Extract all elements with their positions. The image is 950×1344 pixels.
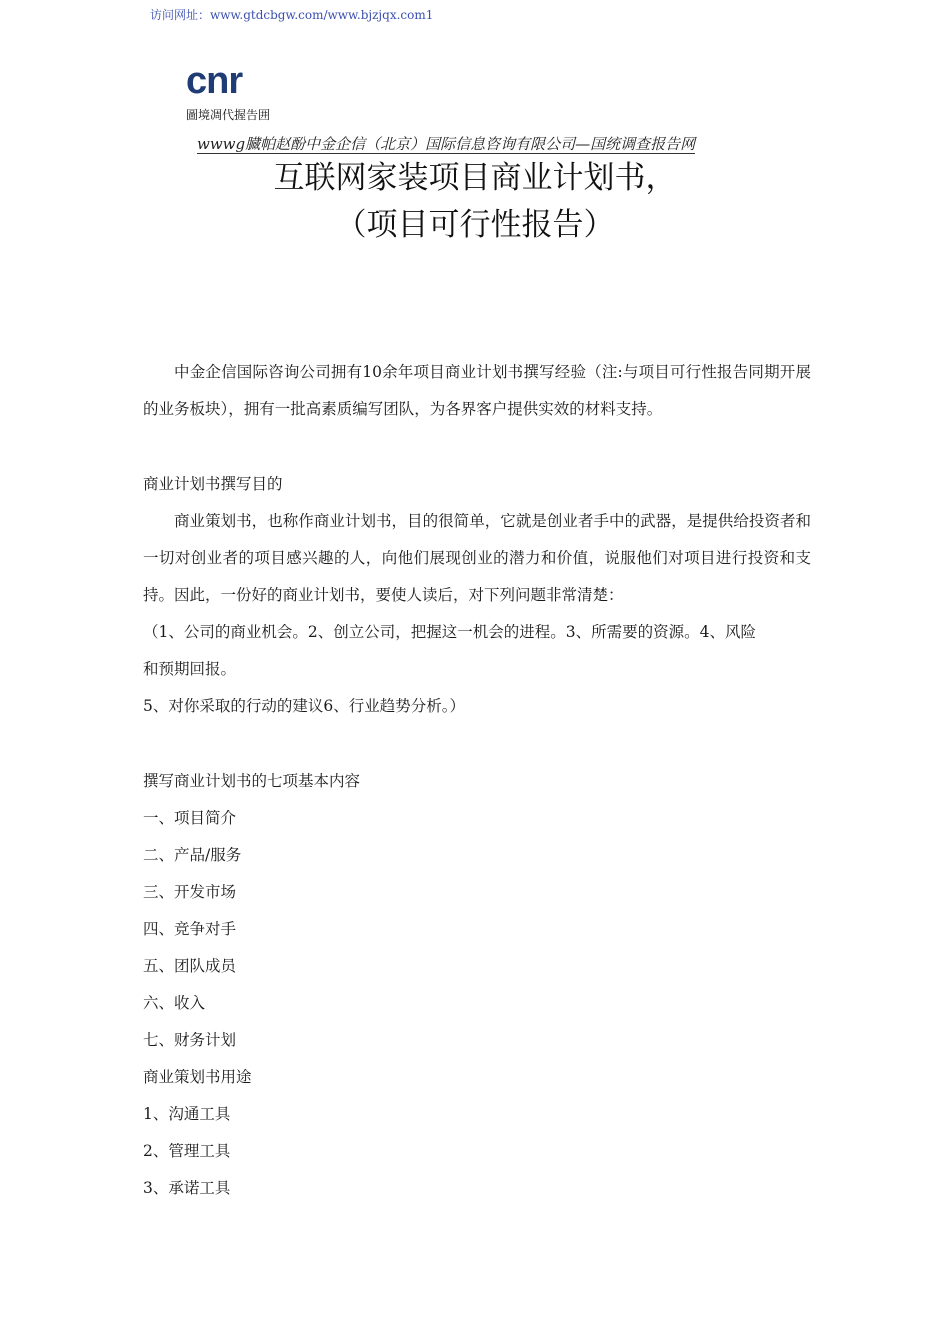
purpose-list-line: 5、对你采取的行动的建议6、行业趋势分析。） xyxy=(143,697,465,715)
contents-item: 七、财务计划 xyxy=(143,1031,237,1049)
uses-item: 2、管理工具 xyxy=(143,1142,231,1160)
contents-item: 一、项目简介 xyxy=(143,809,237,827)
purpose-list-line: （1、公司的商业机会。2、创立公司，把握这一机会的进程。3、所需要的资源。4、风险 xyxy=(143,623,756,641)
contents-item: 三、开发市场 xyxy=(143,883,237,901)
document-subtitle: （项目可行性报告） xyxy=(335,207,615,243)
contents-item: 四、竞争对手 xyxy=(143,920,237,938)
cnr-logo xyxy=(186,62,270,123)
logo-mark: cnr xyxy=(186,60,243,102)
uses-item: 1、沟通工具 xyxy=(143,1105,231,1123)
contents-section xyxy=(143,763,811,1207)
contents-heading: 撰写商业计划书的七项基本内容 xyxy=(143,772,361,790)
purpose-list-line: 和预期回报。 xyxy=(143,660,237,678)
contents-item: 二、产品/服务 xyxy=(143,846,242,864)
intro-paragraph: 中金企信国际咨询公司拥有10余年项目商业计划书撰写经验（注:与项目可行性报告同期开展的业务板块），拥有一批高素质编写团队，为各界客户提供实效的材料支持。 xyxy=(143,363,811,418)
company-line: wwwg臓帕赵酚中金企信（北京）国际信息咨询有限公司—国统调查报告网 xyxy=(197,135,696,153)
uses-item: 3、承诺工具 xyxy=(143,1179,231,1197)
logo-subtitle: 圖境凋代握告囲 xyxy=(186,108,271,122)
contents-item: 六、收入 xyxy=(143,994,206,1012)
visit-url-header: 访问网址：www.gtdcbgw.com/www.bjzjqx.com1 xyxy=(150,8,434,22)
purpose-section xyxy=(143,466,811,725)
purpose-heading: 商业计划书撰写目的 xyxy=(143,475,283,493)
purpose-paragraph: 商业策划书，也称作商业计划书，目的很简单，它就是创业者手中的武器，是提供给投资者和一切对创业者的项目感兴趣的人，向他们展现创业的潜力和价值，说服他们对项目进行投资和支持。因此，一份好的商业计划书，要使人读后，对下列问题非常清楚： xyxy=(143,512,811,604)
document-title: 互联网家装项目商业计划书， xyxy=(273,160,677,196)
contents-item: 五、团队成员 xyxy=(143,957,237,975)
intro-section xyxy=(143,354,811,428)
uses-heading: 商业策划书用途 xyxy=(143,1068,252,1086)
